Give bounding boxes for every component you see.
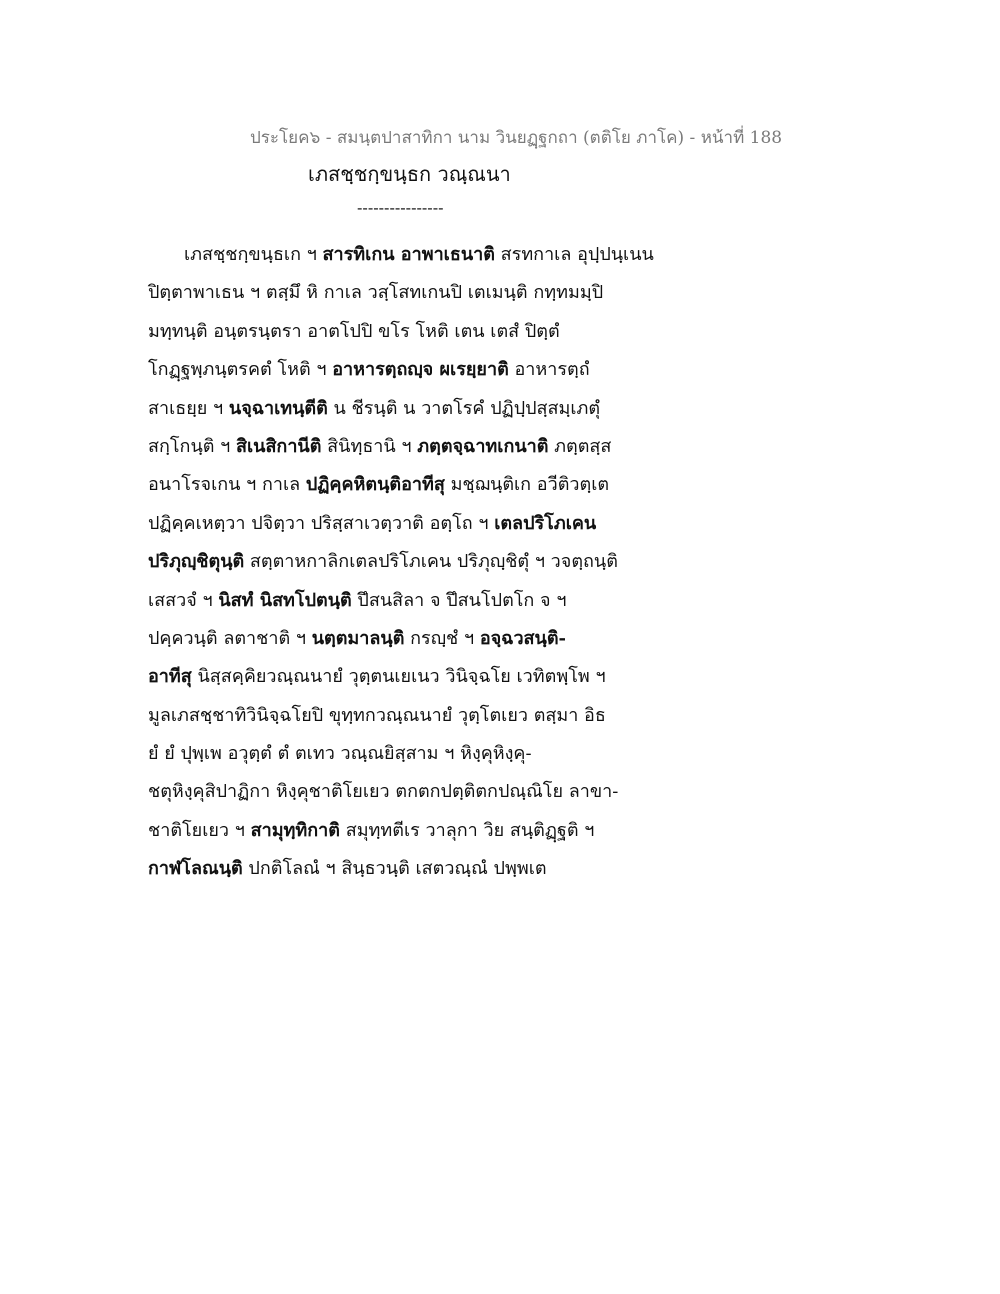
- bold-term: ปฏิคฺคหิตนฺติอาทีสุ: [305, 474, 445, 496]
- text-line: [148, 428, 688, 466]
- bold-term: เตลปริโภเคน: [494, 512, 597, 534]
- bold-term: อาหารตฺถญฺจ ผเรยฺยาติ: [332, 359, 509, 381]
- text-line: [148, 812, 688, 850]
- bold-term: อาทีสุ: [148, 666, 192, 688]
- bold-term: นจฺฉาเทนฺตีติ: [228, 397, 328, 419]
- text-segment: ภตฺตสฺส: [548, 435, 612, 457]
- running-header: ประโยค๖ - สมนฺตปาสาทิกา นาม วินยฏฺฐกถา (ตติโย ภาโค) - หน้าที่ 188: [250, 128, 783, 148]
- text-segment: สาเธยฺย ฯ: [148, 397, 229, 419]
- text-segment: ชาติโยเยว ฯ: [148, 819, 251, 841]
- bold-term: สารทิเกน อาพาเธนาติ: [322, 244, 495, 265]
- bold-term: ภตฺตจฺฉาทเกนาติ: [417, 435, 549, 457]
- text-line: [148, 773, 688, 811]
- bold-term: สามุทฺทิกาติ: [250, 819, 340, 841]
- text-segment: ปฏิคฺคเหตฺวา ปจิตฺวา ปริสฺสาเวตฺวาติ อตฺโถ ฯ: [148, 512, 495, 534]
- text-segment: อาหารตฺถํ: [508, 359, 590, 381]
- section-title: เภสชฺชกฺขนฺธก วณฺณนา: [308, 162, 511, 186]
- text-line: [148, 543, 688, 581]
- text-line: [148, 658, 688, 696]
- text-segment: เภสชฺชกฺขนฺธเก ฯ: [184, 244, 323, 265]
- text-segment: สกฺโกนฺติ ฯ: [148, 435, 236, 457]
- text-line: [148, 274, 688, 312]
- bold-term: สิเนสิกานีติ: [236, 435, 322, 457]
- text-segment: อนาโรจเกน ฯ กาเล: [148, 474, 306, 496]
- text-segment: ชตุหิงฺคุสิปาฏิกา หิงฺคุชาติโยเยว ตกตกปตฺติตกปณฺณิโย ลาขา-: [148, 781, 619, 803]
- bold-term: กาฬโลณนฺติ: [148, 858, 243, 880]
- text-segment: ปิตฺตาพาเธน ฯ ตสฺมึ หิ กาเล วสฺโสทเกนปิ เตเมนฺติ กทฺทมมฺปิ: [148, 282, 604, 304]
- bold-term: นตฺตมาลนฺติ: [311, 627, 405, 649]
- text-segment: สรทกาเล อุปฺปนฺเนน: [494, 244, 654, 265]
- text-segment: เสสวจํ ฯ: [148, 589, 219, 611]
- text-segment: ปกติโลณํ ฯ สินฺธวนฺติ เสตวณฺณํ ปพฺพเต: [242, 858, 547, 880]
- bold-term: อจฺฉวสนฺติ-: [479, 627, 567, 649]
- text-segment: ปึสนสิลา จ ปึสนโปตโก จ ฯ: [351, 589, 567, 611]
- text-segment: มชฺฌนฺติเก อวีติวตฺเต: [444, 474, 610, 496]
- text-line: [148, 313, 688, 351]
- text-segment: กรญฺชํ ฯ: [404, 627, 480, 649]
- text-segment: สตฺตาหกาลิกเตลปริโภเคน ปริภุญฺชิตุํ ฯ วจตฺถนฺติ: [244, 551, 618, 573]
- text-line: [148, 620, 688, 658]
- text-segment: สินิทฺธานิ ฯ: [321, 435, 418, 457]
- text-segment: ปคฺควนฺติ ลตาชาติ ฯ: [148, 627, 312, 649]
- text-segment: มทฺทนฺติ อนฺตรนฺตรา อาตโปปิ ขโร โหติ เตน เตสํ ปิตฺตํ: [148, 320, 560, 342]
- text-segment: โกฏฺฐพฺภนฺตรคตํ โหติ ฯ: [148, 359, 333, 381]
- text-line: [148, 697, 688, 735]
- text-line: [148, 582, 688, 620]
- bold-term: นิสทํ นิสทโปตนฺติ: [218, 589, 352, 611]
- text-segment: น ชีรนฺติ น วาตโรคํ ปฏิปฺปสฺสมฺเภตุํ: [327, 397, 601, 419]
- text-line: [148, 236, 688, 274]
- text-segment: มูลเภสชฺชาทิวินิจฺฉโยปิ ขุทฺทกวณฺณนายํ วุตฺโตเยว ตสฺมา อิธ: [148, 704, 606, 726]
- text-segment: ยํ ยํ ปุพฺเพ อวุตฺตํ ตํ ตเทว วณฺณยิสฺสาม ฯ หิงฺคุหิงฺคุ-: [148, 743, 532, 765]
- text-line: [148, 850, 688, 888]
- bold-term: ปริภุญฺชิตุนฺติ: [148, 551, 245, 573]
- body-text: [148, 236, 688, 889]
- text-line: [148, 505, 688, 543]
- text-segment: สมุทฺทตีเร วาลุกา วิย สนฺติฏฺฐติ ฯ: [339, 819, 595, 841]
- section-divider: ----------------: [357, 198, 444, 217]
- text-segment: นิสฺสคฺคิยวณฺณนายํ วุตฺตนเยเนว วินิจฺฉโย เวทิตพฺโพ ฯ: [191, 666, 606, 688]
- text-line: [148, 735, 688, 773]
- text-line: [148, 390, 688, 428]
- text-line: [148, 466, 688, 504]
- text-line: [148, 351, 688, 389]
